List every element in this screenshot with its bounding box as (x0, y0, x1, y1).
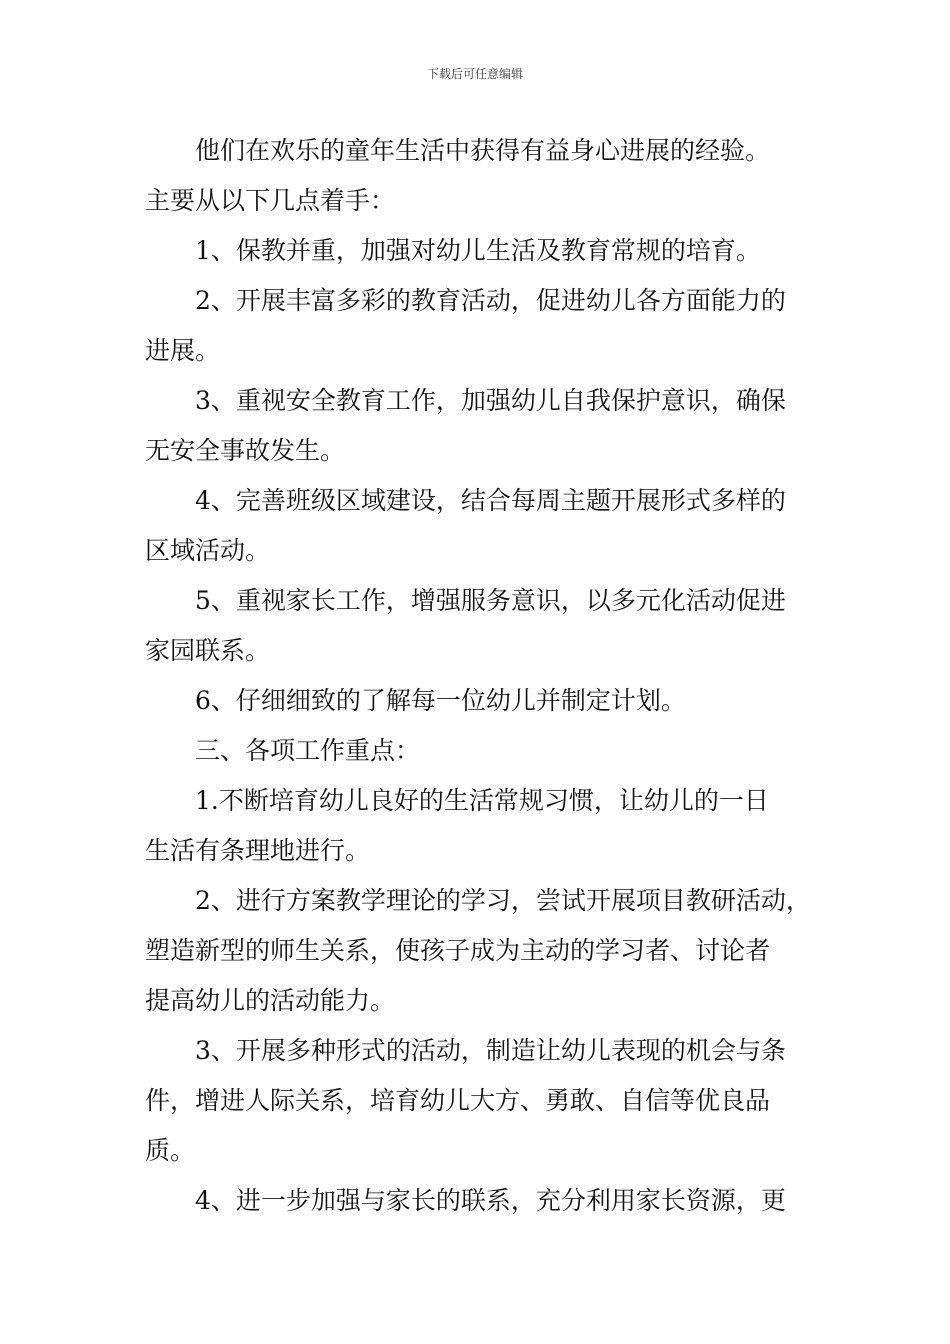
text-line-12: 6、仔细细致的了解每一位幼儿并制定计划。 (195, 686, 686, 715)
text-line-17: 塑造新型的师生关系，使孩子成为主动的学习者、讨论者 (145, 936, 771, 965)
text-line-1: 他们在欢乐的童年生活中获得有益身心进展的经验。 (195, 136, 771, 165)
text-line-11: 家园联系。 (145, 636, 271, 665)
text-line-3: 1、保教并重，加强对幼儿生活及教育常规的培育。 (195, 236, 761, 265)
document-body (145, 126, 825, 1226)
text-line-21: 质。 (145, 1136, 196, 1165)
text-line-15: 生活有条理地进行。 (145, 836, 371, 865)
text-line-8: 4、完善班级区域建设，结合每周主题开展形式多样的 (195, 486, 786, 515)
text-line-9: 区域活动。 (145, 536, 271, 565)
page-header: 下载后可任意编辑 (426, 67, 523, 81)
text-line-7: 无安全事故发生。 (145, 436, 346, 465)
text-line-5: 进展。 (145, 336, 221, 365)
text-line-14: 1.不断培育幼儿良好的生活常规习惯，让幼儿的一日 (195, 786, 769, 815)
text-line-6: 3、重视安全教育工作，加强幼儿自我保护意识，确保 (195, 386, 786, 415)
text-line-2: 主要从以下几点着手： (145, 186, 396, 215)
text-line-19: 3、开展多种形式的活动，制造让幼儿表现的机会与条 (195, 1036, 786, 1065)
text-line-16: 2、进行方案教学理论的学习，尝试开展项目教研活动， (195, 886, 811, 915)
text-line-4: 2、开展丰富多彩的教育活动，促进幼儿各方面能力的 (195, 286, 786, 315)
section-heading: 三、各项工作重点： (195, 736, 421, 765)
text-line-20: 件，增进人际关系，培育幼儿大方、勇敢、自信等优良品 (145, 1086, 771, 1115)
text-line-18: 提高幼儿的活动能力。 (145, 986, 396, 1015)
text-line-22: 4、进一步加强与家长的联系，充分利用家长资源，更 (195, 1186, 786, 1215)
text-line-10: 5、重视家长工作，增强服务意识，以多元化活动促进 (195, 586, 786, 615)
